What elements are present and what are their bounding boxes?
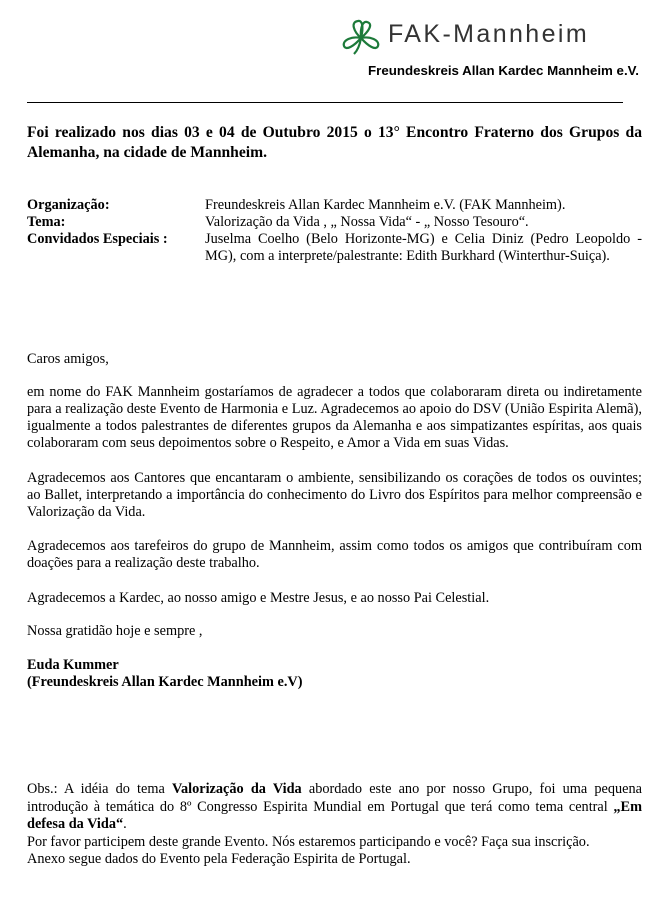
page-heading: Foi realizado nos dias 03 e 04 de Outubro 2015 o 13° Encontro Fraterno dos Grupos da Alemanha, na cidade de Mannheim. [27,124,642,161]
paragraph: Agradecemos aos Cantores que encantaram o ambiente, sensibilizando os corações de todos os ouvintes; ao Ballet, interpretando a importância do conhecimento do Livro dos Espíritos para melhor compreensão e Valorização da Vida. [27,470,642,520]
logo [338,18,638,58]
obs-text: . [123,816,127,832]
clover-icon [338,18,384,56]
info-value: Juselma Coelho (Belo Horizonte-MG) e Celia Diniz (Pedro Leopoldo - MG), com a interprete/palestrante: Edith Burkhard (Winterthur-Suiça). [205,231,642,264]
event-info [27,197,642,265]
obs-central-theme: „Em defesa da Vida“ [27,798,642,832]
obs-text: abordado este ano por nosso Grupo, foi uma pequena introdução à temática do 8º Congresso Espirita Mundial em Portugal que terá como tema central [27,781,642,815]
letter-body [27,351,642,691]
info-row-organizacao [27,197,642,214]
obs-paragraph: Por favor participem deste grande Evento. Nós estaremos participando e você? Faça sua inscrição. [27,833,590,850]
info-label: Convidados Especiais : [27,231,168,247]
info-value: Freundeskreis Allan Kardec Mannheim e.V. (FAK Mannheim). [205,197,566,213]
info-row-convidados [27,231,642,265]
info-row-tema [27,214,642,231]
info-value: Valorização da Vida , „ Nossa Vida“ - „ Nosso Tesouro“. [205,214,529,230]
obs-paragraph [27,781,642,834]
paragraph: Agradecemos aos tarefeiros do grupo de Mannheim, assim como todos os amigos que contribuíram com doações para a realização deste trabalho. [27,538,642,571]
header-divider [27,102,623,103]
info-label: Organização: [27,197,110,213]
closing: Nossa gratidão hoje e sempre , [27,623,203,639]
greeting: Caros amigos, [27,351,109,367]
obs-text: Obs.: A idéia do tema [27,781,172,797]
logo-text: FAK-Mannheim [388,20,590,48]
signature-org: (Freundeskreis Allan Kardec Mannheim e.V) [27,674,303,690]
info-label: Tema: [27,214,66,230]
header-subtitle: Freundeskreis Allan Kardec Mannheim e.V. [368,63,639,78]
signature-name: Euda Kummer [27,657,119,673]
obs-paragraph: Anexo segue dados do Evento pela Federação Espirita de Portugal. [27,851,411,867]
paragraph: em nome do FAK Mannheim gostaríamos de agradecer a todos que colaboraram direta ou indiretamente para a realização deste Evento de Harmonia e Luz. Agradecemos ao apoio do DSV (União Espirita Alemã), igualmente a todos palestrantes de diferentes grupos da Alemanha e aos simpatizantes espíritas, aos quais colaboraram com seus depoimentos sobre o Respeito, e Amor a Vida em suas Vidas. [27,384,642,451]
observation [27,781,642,869]
obs-theme: Valorização da Vida [171,781,302,797]
paragraph: Agradecemos a Kardec, ao nosso amigo e Mestre Jesus, e ao nosso Pai Celestial. [27,590,490,606]
